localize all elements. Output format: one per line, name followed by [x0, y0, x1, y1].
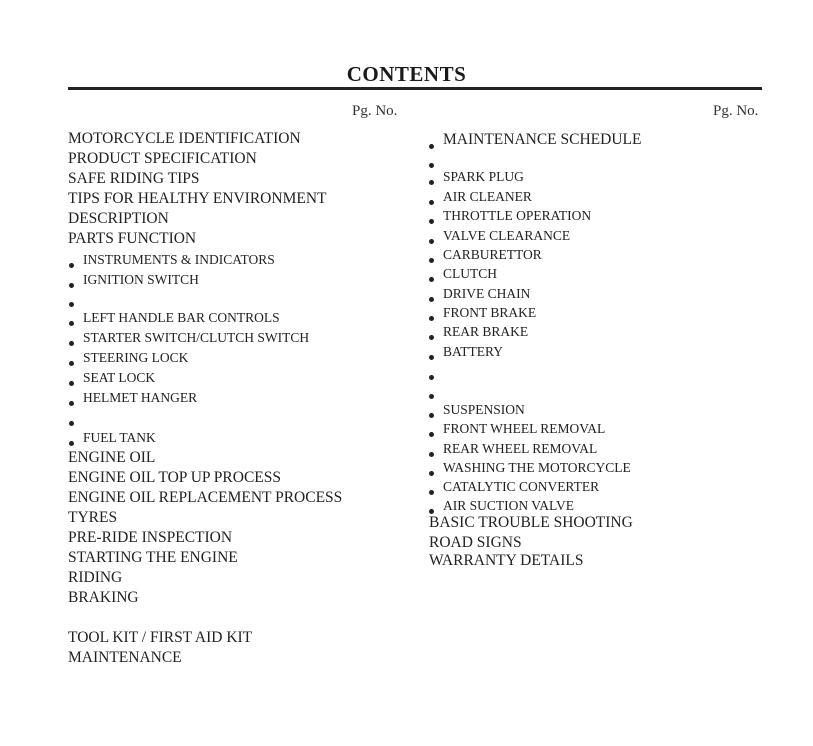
contents-entry[interactable]: FUEL TANK — [83, 430, 156, 446]
contents-entry[interactable]: SEAT LOCK — [83, 370, 156, 386]
contents-entry[interactable]: STARTER SWITCH/CLUTCH SWITCH — [83, 330, 310, 346]
bullet-icon — [429, 180, 434, 185]
bullet-icon — [429, 375, 434, 380]
bullet-icon — [429, 163, 434, 168]
contents-entry[interactable]: CATALYTIC CONVERTER — [443, 479, 600, 495]
contents-entry[interactable]: IGNITION SWITCH — [83, 272, 199, 288]
contents-entry[interactable]: SPARK PLUG — [443, 169, 524, 185]
contents-entry[interactable]: ENGINE OIL TOP UP PROCESS — [68, 469, 282, 487]
bullet-icon — [429, 452, 434, 457]
bullet-icon — [429, 413, 434, 418]
contents-entry[interactable]: RIDING — [68, 569, 123, 587]
contents-entry[interactable]: FRONT WHEEL REMOVAL — [443, 421, 606, 437]
contents-entry[interactable]: REAR BRAKE — [443, 324, 529, 340]
contents-entry[interactable]: AIR CLEANER — [443, 189, 532, 205]
bullet-icon — [429, 471, 434, 476]
bullet-icon — [69, 302, 74, 307]
bullet-icon — [69, 263, 74, 268]
page-number-header-left: Pg. No. — [352, 103, 398, 119]
bullet-icon — [429, 355, 434, 360]
bullet-icon — [69, 401, 74, 406]
bullet-icon — [429, 277, 434, 282]
contents-entry[interactable]: STARTING THE ENGINE — [68, 549, 238, 567]
contents-entry[interactable]: SAFE RIDING TIPS — [68, 170, 200, 188]
contents-entry[interactable]: BRAKING — [68, 589, 139, 607]
contents-entry[interactable]: LEFT HANDLE BAR CONTROLS — [83, 310, 280, 326]
bullet-icon — [429, 394, 434, 399]
contents-entry[interactable]: MAINTENANCE — [68, 649, 182, 667]
bullet-icon — [69, 321, 74, 326]
contents-entry[interactable]: WASHING THE MOTORCYCLE — [443, 460, 631, 476]
bullet-icon — [69, 441, 74, 446]
contents-entry[interactable]: PARTS FUNCTION — [68, 230, 197, 248]
bullet-icon — [69, 283, 74, 288]
bullet-icon — [429, 200, 434, 205]
contents-entry[interactable]: WARRANTY DETAILS — [429, 552, 584, 570]
contents-entry[interactable]: CLUTCH — [443, 266, 497, 282]
bullet-icon — [429, 335, 434, 340]
bullet-icon — [429, 219, 434, 224]
bullet-icon — [429, 316, 434, 321]
contents-entry[interactable]: ENGINE OIL REPLACEMENT PROCESS — [68, 489, 343, 507]
page-number-header-right: Pg. No. — [713, 103, 759, 119]
bullet-icon — [429, 297, 434, 302]
contents-entry[interactable]: STEERING LOCK — [83, 350, 189, 366]
contents-entry[interactable]: PRE-RIDE INSPECTION — [68, 529, 233, 547]
contents-entry[interactable]: BASIC TROUBLE SHOOTING — [429, 514, 633, 532]
contents-entry[interactable]: TIPS FOR HEALTHY ENVIRONMENT — [68, 190, 327, 208]
contents-entry[interactable]: VALVE CLEARANCE — [443, 228, 571, 244]
contents-entry[interactable]: HELMET HANGER — [83, 390, 198, 406]
bullet-icon — [429, 239, 434, 244]
bullet-icon — [429, 144, 434, 149]
bullet-icon — [69, 361, 74, 366]
bullet-icon — [69, 381, 74, 386]
contents-entry[interactable]: ROAD SIGNS — [429, 534, 522, 552]
contents-entry[interactable]: TYRES — [68, 509, 118, 527]
contents-entry[interactable]: AIR SUCTION VALVE — [443, 498, 575, 514]
title-divider — [68, 87, 762, 90]
bullet-icon — [69, 421, 74, 426]
contents-entry[interactable]: TOOL KIT / FIRST AID KIT — [68, 629, 253, 647]
bullet-icon — [429, 258, 434, 263]
contents-entry[interactable]: DESCRIPTION — [68, 210, 169, 228]
contents-entry[interactable]: INSTRUMENTS & INDICATORS — [83, 252, 275, 268]
contents-entry[interactable]: BATTERY — [443, 344, 504, 360]
contents-entry[interactable]: SUSPENSION — [443, 402, 525, 418]
contents-entry[interactable]: PRODUCT SPECIFICATION — [68, 150, 257, 168]
page-title: CONTENTS — [346, 62, 467, 86]
contents-entry[interactable]: FRONT BRAKE — [443, 305, 537, 321]
bullet-icon — [429, 490, 434, 495]
bullet-icon — [69, 341, 74, 346]
contents-entry[interactable]: ENGINE OIL — [68, 449, 156, 467]
contents-entry[interactable]: MAINTENANCE SCHEDULE — [443, 131, 642, 149]
contents-entry[interactable]: CARBURETTOR — [443, 247, 542, 263]
contents-entry[interactable]: DRIVE CHAIN — [443, 286, 531, 302]
contents-entry[interactable]: THROTTLE OPERATION — [443, 208, 592, 224]
bullet-icon — [429, 432, 434, 437]
contents-entry[interactable]: REAR WHEEL REMOVAL — [443, 441, 598, 457]
contents-entry[interactable]: MOTORCYCLE IDENTIFICATION — [68, 130, 301, 148]
